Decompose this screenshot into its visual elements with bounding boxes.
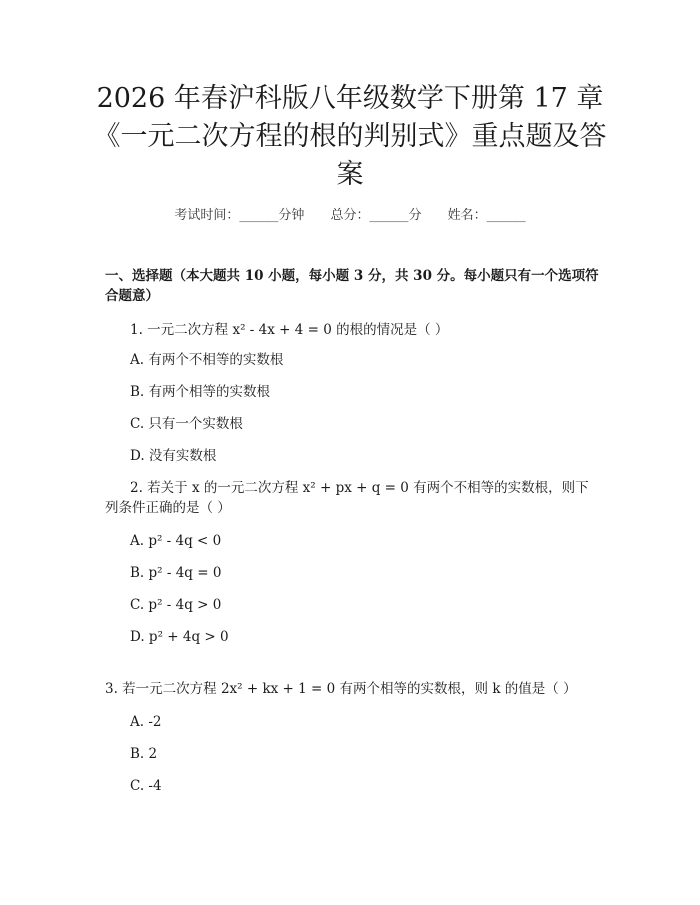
question-1-option-b: B. 有两个相等的实数根: [130, 384, 271, 400]
question-2-text: 2. 若关于 x 的一元二次方程 x² + px + q = 0 有两个不相等的实数根，则下列条件正确的是（ ）: [105, 480, 589, 516]
question-2-option-b: B. p² - 4q = 0: [130, 565, 222, 581]
title-line-2: 《一元二次方程的根的判别式》重点题及答: [93, 121, 607, 152]
question-1-option-a: A. 有两个不相等的实数根: [130, 352, 284, 368]
question-2-option-a: A. p² - 4q < 0: [130, 533, 222, 549]
question-1-text: 1. 一元二次方程 x² - 4x + 4 = 0 的根的情况是（ ）: [130, 322, 449, 338]
question-3-option-a: A. -2: [130, 714, 162, 730]
question-1-stem: [105, 320, 600, 340]
question-3-stem: [105, 659, 600, 699]
question-2-stem: [105, 478, 600, 518]
student-name: 姓名：______: [447, 208, 526, 223]
title-line-3: 案: [336, 159, 364, 190]
section-heading: 一、选择题（本大题共 10 小题，每小题 3 分，共 30 分。每小题只有一个选项符合题意）: [105, 268, 599, 304]
question-3-option-b: B. 2: [130, 746, 158, 762]
title-line-1: 2026 年春沪科版八年级数学下册第 17 章: [96, 83, 604, 114]
question-1-option-d: D. 没有实数根: [130, 448, 217, 464]
exam-score: 总分：______分: [330, 208, 422, 223]
question-2-option-c: C. p² - 4q > 0: [130, 597, 222, 613]
exam-time: 考试时间：______分钟: [174, 208, 305, 223]
question-2-option-d: D. p² + 4q > 0: [130, 629, 229, 645]
question-1-option-c: C. 只有一个实数根: [130, 416, 243, 432]
question-3-option-c: C. -4: [130, 778, 162, 794]
exam-meta: [0, 204, 700, 223]
document-title: [60, 80, 640, 194]
question-3-text: 3. 若一元二次方程 2x² + kx + 1 = 0 有两个相等的实数根，则 k 的值是（ ）: [105, 681, 577, 697]
